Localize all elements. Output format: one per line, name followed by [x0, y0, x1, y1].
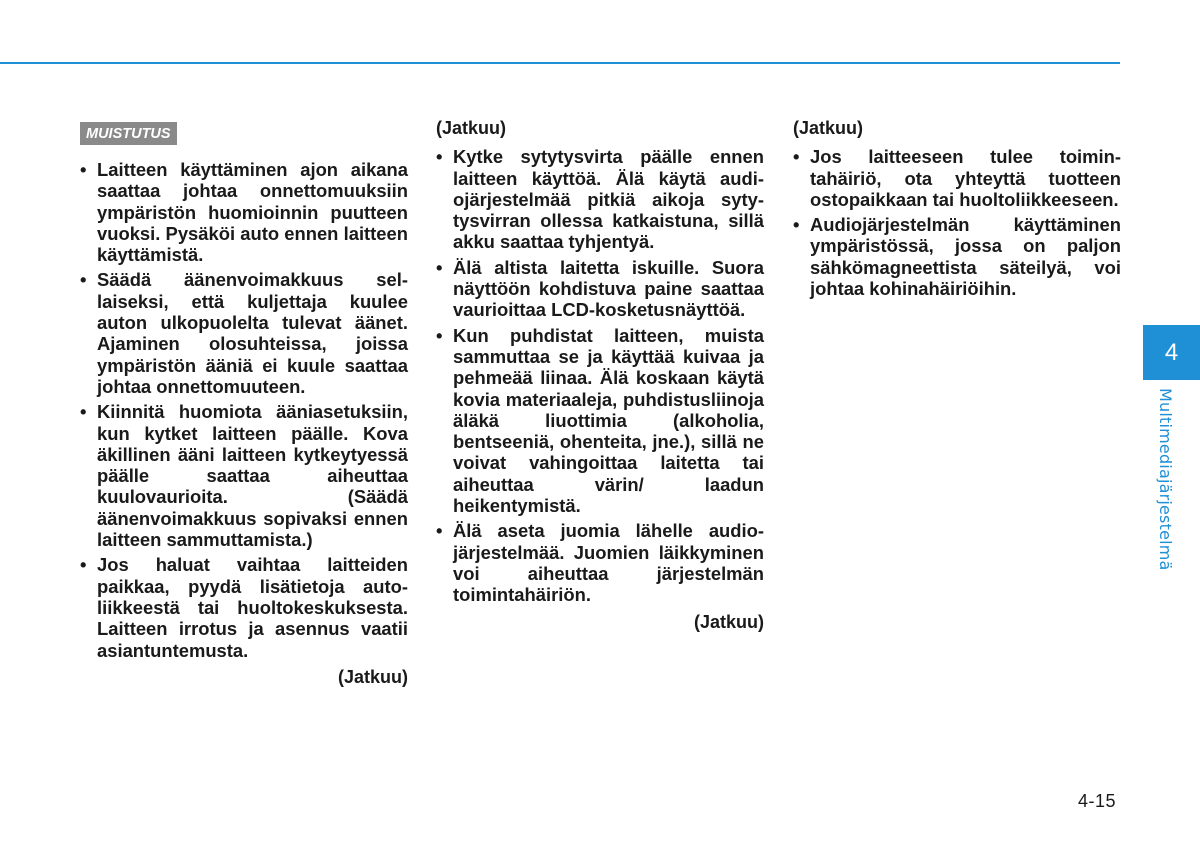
bullet-icon: • [793, 214, 800, 236]
bullet-icon: • [436, 146, 443, 168]
list-item [78, 269, 408, 397]
list-item-text: Älä altista laitetta iskuille. Suora näyttöön kohdistuva paine saattaa vaurioittaa LCD-kosketusnäyttöä. [453, 256, 764, 321]
list-item-text: Jos laitteeseen tulee toimintahäiriö, ota yhteyttä tuotteen ostopaikkaan tai huoltoliikkeeseen. [810, 146, 1121, 210]
list-item-text: Audiojärjestelmän käyttäminen ympäristössä, jossa on paljon sähkömagneettista säteilyä, voi johtaa kohinahäiriöihin. [810, 214, 1121, 300]
list-item-text: Älä aseta juomia lähelle audiojärjestelmää. Juomien läikkyminen voi aiheuttaa järjestelmän toimintahäiriön. [453, 520, 764, 606]
list-item [78, 401, 408, 550]
list-item-text: Kiinnitä huomiota ääniasetuksiin, kun kytket laitteen päälle. Kova äkillinen ääni laitteen kytkeytyessä päälle saattaa aiheuttaa kuulovaurioita. (Säädä äänenvoimakkuus sopivaksi ennen laitteen sammuttamista.) [97, 401, 408, 551]
bullet-icon: • [436, 520, 443, 542]
header-rule [0, 62, 1120, 64]
continued-header: (Jatkuu) [793, 118, 864, 138]
list-item-text: Kytke sytytysvirta päälle ennen laitteen käyttöä. Älä käytä audiojärjestelmää pitkiä aikoja sytytysvirran ollessa katkaistuna, sillä akku saattaa tyhjentyä. [453, 146, 764, 253]
list-item [78, 554, 408, 660]
list-item [434, 520, 764, 605]
list-item [791, 146, 1121, 210]
bullet-icon: • [80, 554, 87, 576]
bullet-icon: • [80, 159, 87, 180]
column-2 [434, 118, 764, 633]
chapter-number: 4 [1164, 338, 1179, 366]
continued-footer: (Jatkuu) [337, 666, 408, 687]
list-item-text: Säädä äänenvoimakkuus sellaiseksi, että kuljettaja kuulee auton ulkopuolelta tulevat äänet. Ajaminen olosuhteissa, joissa ympäristön ääniä ei kuule saattaa johtaa onnettomuuteen. [97, 269, 408, 397]
list-item [791, 214, 1121, 299]
bullet-icon: • [80, 401, 87, 423]
bullet-icon: • [436, 256, 443, 278]
list-item [434, 325, 764, 517]
bullet-list [78, 159, 408, 661]
bullet-icon: • [80, 269, 87, 291]
list-item-text: Laitteen käyttäminen ajon aikana saattaa johtaa onnettomuuksiin ympäristön huomioinnin puutteen vuoksi. Pysäköi auto ennen laitteen käyttämistä. [97, 159, 408, 266]
list-item [434, 257, 764, 321]
bullet-icon: • [793, 146, 800, 168]
chapter-title: Multimediajärjestelmä [1156, 388, 1175, 571]
column-1 [78, 118, 408, 688]
continued-footer: (Jatkuu) [693, 611, 764, 632]
bullet-list [434, 146, 764, 605]
note-badge: MUISTUTUS [80, 122, 177, 145]
list-item-text: Jos haluat vaihtaa laitteiden paikkaa, pyydä lisätietoja autoliikkeestä tai huoltokeskuksesta. Laitteen irrotus ja asennus vaatii asiantuntemusta. [97, 554, 408, 661]
continued-header: (Jatkuu) [436, 118, 507, 138]
list-item-text: Kun puhdistat laitteen, muista sammuttaa se ja käyttää kuivaa ja pehmeää liinaa. Älä koskaan käytä kovia materiaaleja, puhdistusliinoja äläkä liuottimia (alkoholia, bentseeniä, ohenteita, jne.), sillä ne voivat vahingoittaa laitetta tai aiheuttaa värin/ laadun heikentymistä. [453, 324, 764, 517]
bullet-list [791, 146, 1121, 299]
list-item [434, 146, 764, 252]
page-number: 4-15 [1078, 791, 1117, 811]
list-item [78, 159, 408, 265]
column-3 [791, 118, 1121, 303]
bullet-icon: • [436, 324, 443, 346]
chapter-tab [1143, 325, 1200, 380]
